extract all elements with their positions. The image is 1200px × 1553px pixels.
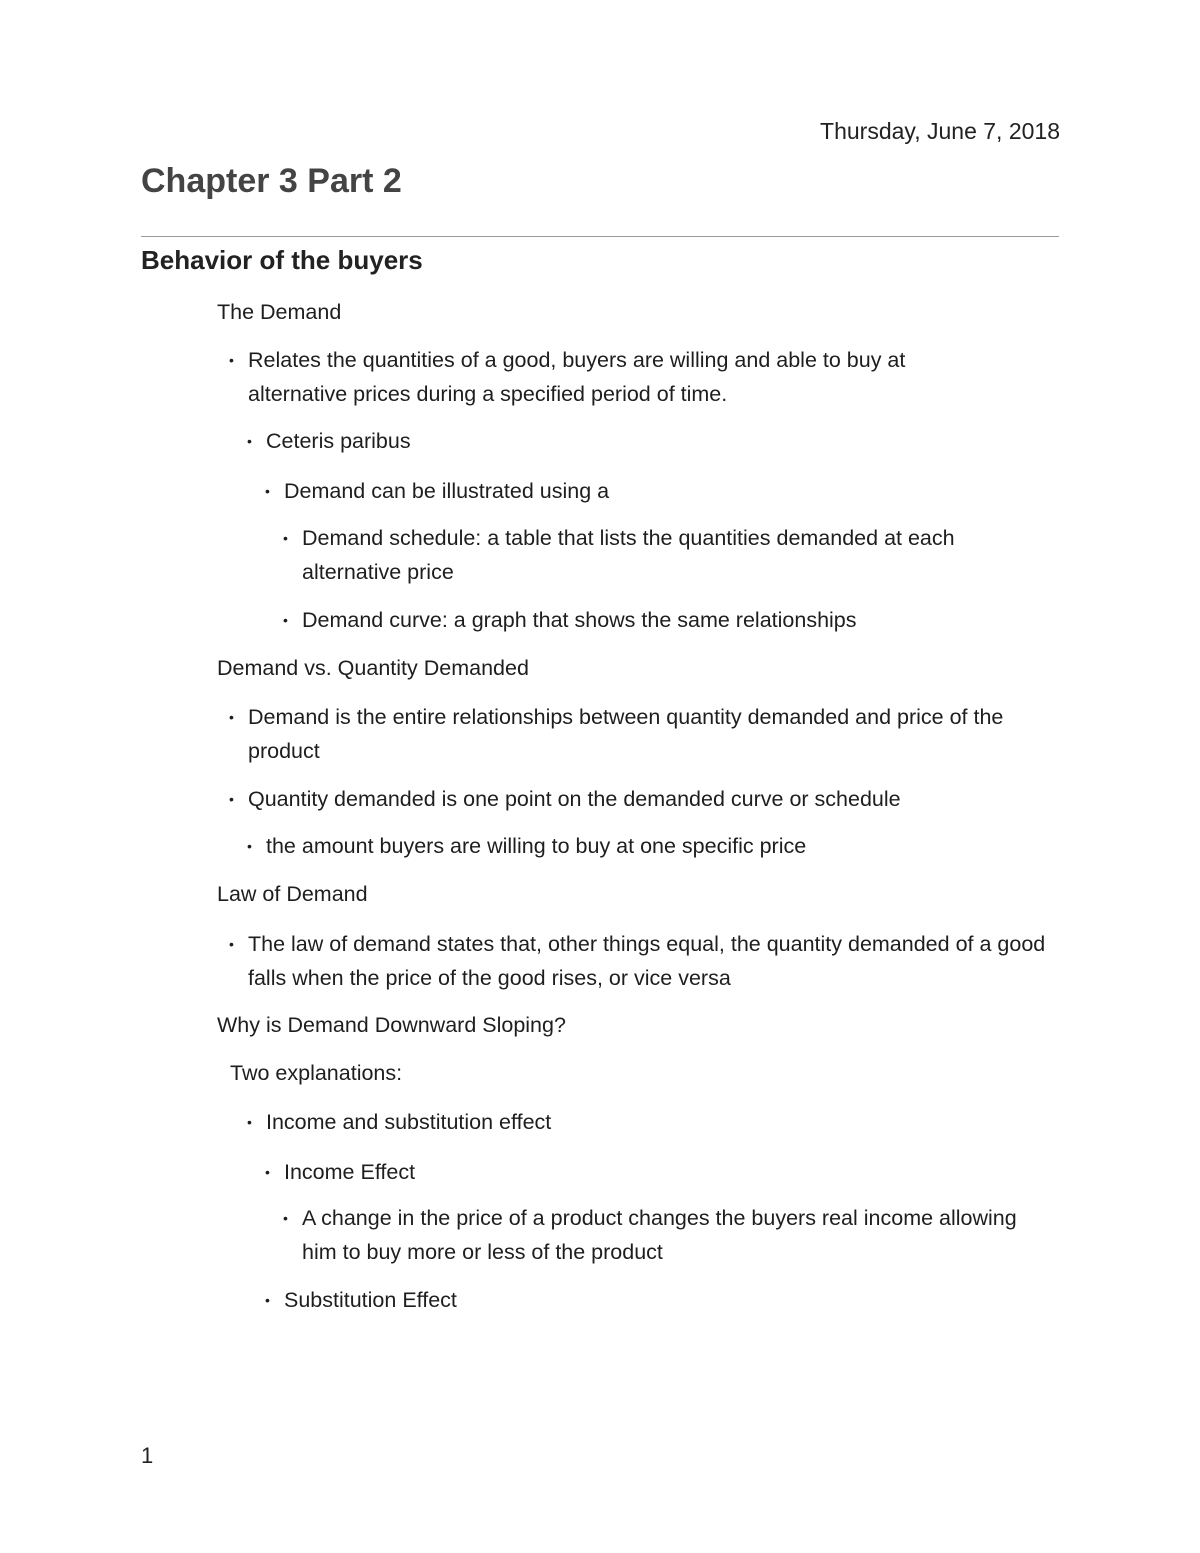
list-item [265,1283,1044,1317]
list-item-text: the amount buyers are willing to buy at one specific price [266,834,807,858]
bullet-marker: • [229,709,234,725]
title-divider [141,236,1059,237]
subheading-the-demand: The Demand [217,300,342,324]
bullet-marker: • [265,483,270,499]
list-item-text: Demand can be illustrated using a [284,479,610,503]
list-item-text: Ceteris paribus [266,429,411,453]
bullet-marker: • [283,1210,288,1226]
bullet-marker: • [247,838,252,854]
page-number: 1 [141,1443,154,1468]
list-item-text: Demand schedule: a table that lists the quantities demanded at each alternative price [302,526,955,584]
list-item [265,1155,1044,1189]
subheading-why-downward: Why is Demand Downward Sloping? [217,1013,566,1037]
list-item [283,603,1042,637]
bullet-marker: • [265,1164,270,1180]
list-item-text: Substitution Effect [284,1288,457,1312]
subheading-two-explanations: Two explanations: [230,1061,403,1085]
bullet-marker: • [229,936,234,952]
list-item [283,1201,1027,1269]
bullet-marker: • [265,1292,270,1308]
bullet-marker: • [283,612,288,628]
document-title: Chapter 3 Part 2 [141,162,402,200]
list-item-text: A change in the price of a product changes the buyers real income allowing him to buy more or less of the product [302,1206,1017,1264]
list-item [229,782,1048,816]
list-item [229,343,988,411]
bullet-marker: • [229,791,234,807]
list-item [265,474,1044,508]
list-item-text: The law of demand states that, other things equal, the quantity demanded of a good falls when the price of the good rises, or vice versa [248,932,1046,990]
list-item [247,424,1026,458]
section-heading: Behavior of the buyers [141,245,423,275]
bullet-marker: • [283,530,288,546]
document-date: Thursday, June 7, 2018 [820,118,1060,144]
list-item-text: Income Effect [284,1160,416,1184]
list-item [247,1105,1046,1139]
list-item-text: Relates the quantities of a good, buyers are willing and able to buy at alternative prices during a specified period of time. [248,348,906,406]
list-item [229,700,1058,768]
list-item-text: Quantity demanded is one point on the demanded curve or schedule [248,787,901,811]
bullet-marker: • [247,1114,252,1130]
list-item-text: Income and substitution effect [266,1110,552,1134]
list-item [283,521,1042,589]
bullet-marker: • [247,433,252,449]
bullet-marker: • [229,352,234,368]
list-item [229,927,1063,995]
list-item-text: Demand curve: a graph that shows the same relationships [302,608,857,632]
subheading-demand-vs-quantity: Demand vs. Quantity Demanded [217,656,529,680]
list-item [247,829,1046,863]
subheading-law-of-demand: Law of Demand [217,882,368,906]
list-item-text: Demand is the entire relationships between quantity demanded and price of the product [248,705,1004,763]
